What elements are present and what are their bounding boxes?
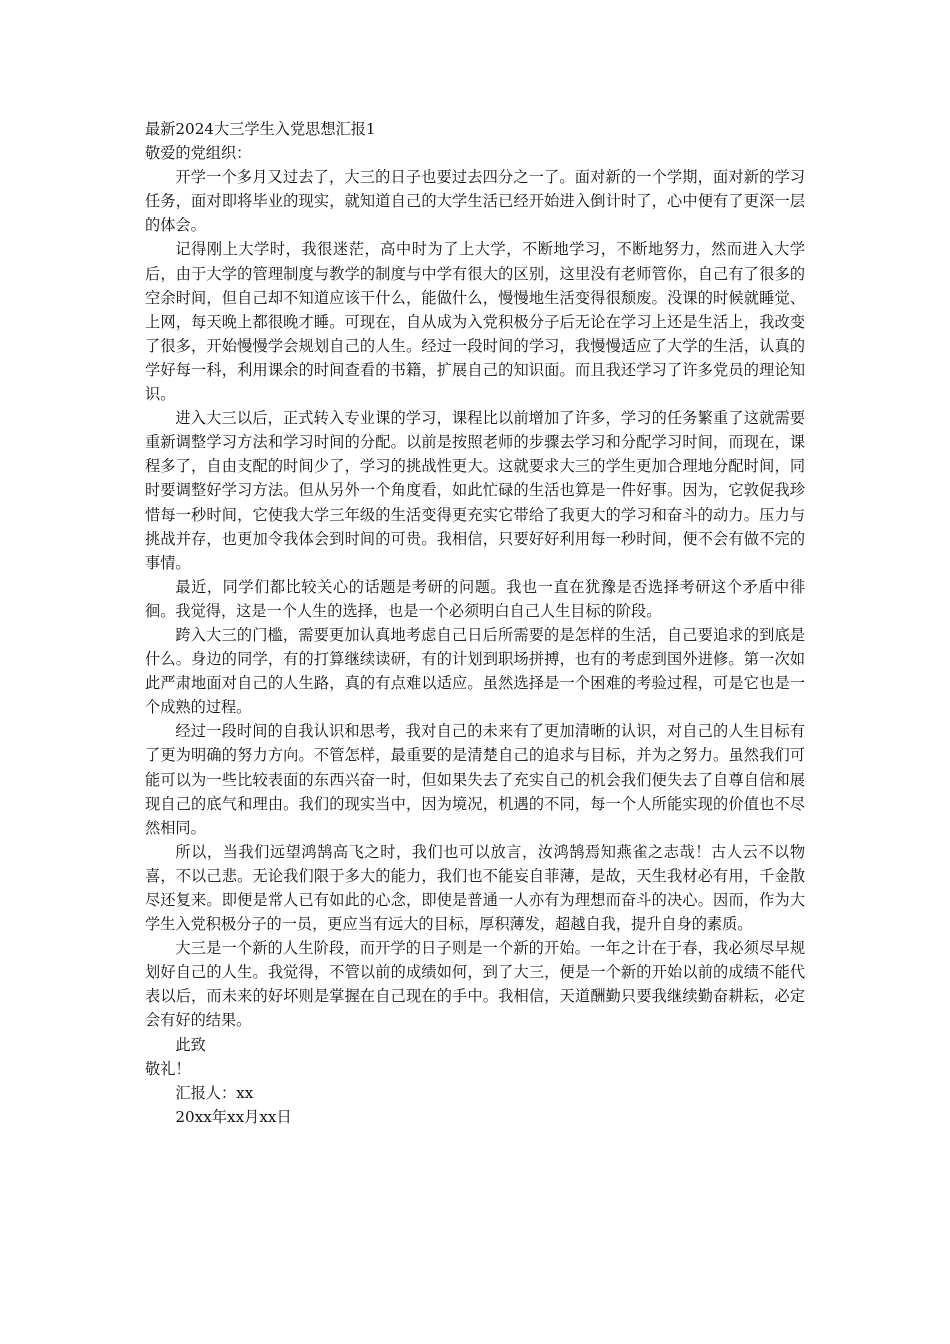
paragraph: 所以，当我们远望鸿鹄高飞之时，我们也可以放言，汝鸿鹄焉知燕雀之志哉！古人云不以物喜，不以己悲。无论我们限于多大的能力，我们也不能妄自菲薄，是故，天生我材必有用，千金散尽还复来。即便是常人已有如此的心念，即使是普通一人亦有为理想而奋斗的决心。因而，作为大学生入党积极分子的一员，更应当有远大的目标，厚积薄发，超越自我，提升自身的素质。 bbox=[145, 842, 805, 934]
report-date: 20xx年xx月xx日 bbox=[175, 1107, 292, 1126]
paragraph: 开学一个多月又过去了，大三的日子也要过去四分之一了。面对新的一个学期，面对新的学习任务，面对即将毕业的现实，就知道自己的大学生活已经开始进入倒计时了，心中便有了更深一层的体会。 bbox=[145, 168, 805, 235]
salutation: 敬爱的党组织： bbox=[145, 144, 252, 163]
paragraph: 经过一段时间的自我认识和思考，我对自己的未来有了更加清晰的认识，对自己的人生目标有了更为明确的努力方向。不管怎样，最重要的是清楚自己的追求与目标，并为之努力。虽然我们可能可以为一些比较表面的东西兴奋一时，但如果失去了充实自己的机会我们便失去了自尊自信和展现自己的底气和理由。我们的现实当中，因为境况，机遇的不同，每一个人所能实现的价值也不尽然相同。 bbox=[145, 722, 805, 837]
reporter-signature: 汇报人：xx bbox=[175, 1083, 254, 1102]
document-title: 最新2024大三学生入党思想汇报1 bbox=[145, 120, 376, 138]
paragraph: 跨入大三的门槛，需要更加认真地考虑自己日后所需要的是怎样的生活，自己要追求的到底是什么。身边的同学，有的打算继续读研，有的计划到职场拼搏，也有的考虑到国外进修。第一次如此严肃地面对自己的人生路，真的有点难以适应。虽然选择是一个困难的考验过程，可是它也是一个成熟的过程。 bbox=[145, 625, 805, 717]
closing-line-1: 此致 bbox=[175, 1035, 206, 1054]
paragraph: 进入大三以后，正式转入专业课的学习，课程比以前增加了许多，学习的任务繁重了这就需要重新调整学习方法和学习时间的分配。以前是按照老师的步骤去学习和分配学习时间，而现在，课程多了，自由支配的时间少了，学习的挑战性更大。这就要求大三的学生更加合理地分配时间，同时要调整好学习方法。但从另外一个角度看，如此忙碌的生活也算是一件好事。因为，它敦促我珍惜每一秒时间，它使我大学三年级的生活变得更充实它带给了我更大的学习和奋斗的动力。压力与挑战并存，也更加令我体会到时间的可贵。我相信，只要好好利用每一秒时间，便不会有做不完的事情。 bbox=[145, 409, 805, 572]
paragraph: 最近，同学们都比较关心的话题是考研的问题。我也一直在犹豫是否选择考研这个矛盾中徘徊。我觉得，这是一个人生的选择，也是一个必须明白自己人生目标的阶段。 bbox=[145, 577, 805, 620]
document-body bbox=[145, 117, 805, 1129]
closing-line-2: 敬礼！ bbox=[145, 1059, 191, 1078]
paragraph: 记得刚上大学时，我很迷茫，高中时为了上大学，不断地学习，不断地努力，然而进入大学后，由于大学的管理制度与教学的制度与中学有很大的区别，这里没有老师管你，自己有了很多的空余时间，但自己却不知道应该干什么，能做什么，慢慢地生活变得很颓废。没课的时候就睡觉、上网，每天晚上都很晚才睡。可现在，自从成为入党积极分子后无论在学习上还是生活上，我改变了很多，开始慢慢学会规划自己的人生。经过一段时间的学习，我慢慢适应了大学的生活，认真的学好每一科，利用课余的时间查看的书籍，扩展自己的知识面。而且我还学习了许多党员的理论知识。 bbox=[145, 240, 805, 404]
paragraph: 大三是一个新的人生阶段，而开学的日子则是一个新的开始。一年之计在于春，我必须尽早规划好自己的人生。我觉得，不管以前的成绩如何，到了大三，便是一个新的开始以前的成绩不能代表以后，而未来的好坏则是掌握在自己现在的手中。我相信，天道酬勤只要我继续勤奋耕耘，必定会有好的结果。 bbox=[145, 939, 805, 1030]
